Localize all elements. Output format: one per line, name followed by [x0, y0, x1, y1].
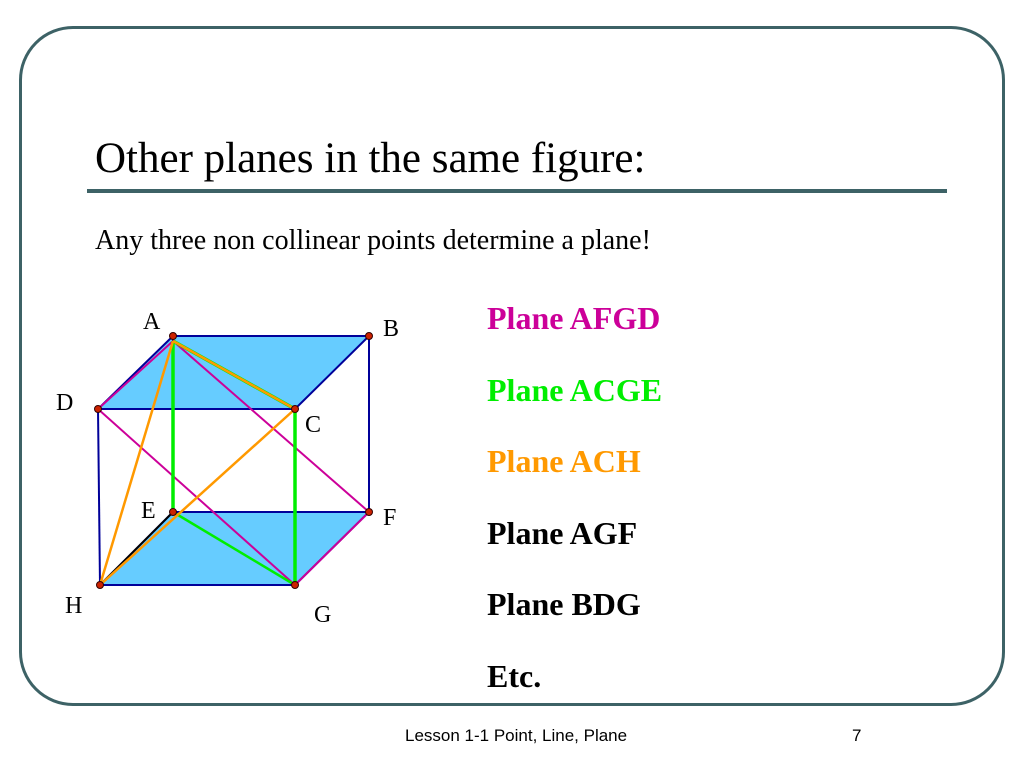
label-a: A — [143, 309, 161, 335]
slide-title: Other planes in the same figure: — [95, 135, 646, 182]
label-b: B — [383, 316, 400, 342]
label-h: H — [65, 593, 83, 619]
slide-footer: Lesson 1-1 Point, Line, Plane — [405, 726, 628, 745]
plane-list-item: Etc. — [487, 657, 542, 694]
cube-diagram — [40, 295, 440, 635]
vertex-e — [170, 509, 177, 516]
label-c: C — [305, 412, 322, 438]
slide-subtitle: Any three non collinear points determine a plane! — [95, 225, 651, 256]
plane-list-item: Plane ACH — [487, 443, 641, 480]
edge-dh — [98, 409, 100, 585]
label-f: F — [383, 505, 397, 531]
vertex-d — [95, 406, 102, 413]
plane-list-item: Plane AFGD — [487, 300, 661, 336]
label-d: D — [56, 390, 74, 416]
plane-list — [487, 300, 662, 730]
label-g: G — [314, 602, 332, 628]
label-e: E — [141, 498, 156, 524]
plane-list-item: Plane AGF — [487, 514, 638, 551]
vertex-h — [97, 582, 104, 589]
title-underline — [87, 189, 947, 193]
vertex-b — [366, 333, 373, 340]
page-number: 7 — [852, 726, 862, 745]
vertex-c — [292, 406, 299, 413]
vertex-g — [292, 582, 299, 589]
vertex-f — [366, 509, 373, 516]
vertex-a — [170, 333, 177, 340]
plane-list-item: Plane ACGE — [487, 371, 663, 408]
plane-list-item: Plane BDG — [487, 586, 641, 623]
